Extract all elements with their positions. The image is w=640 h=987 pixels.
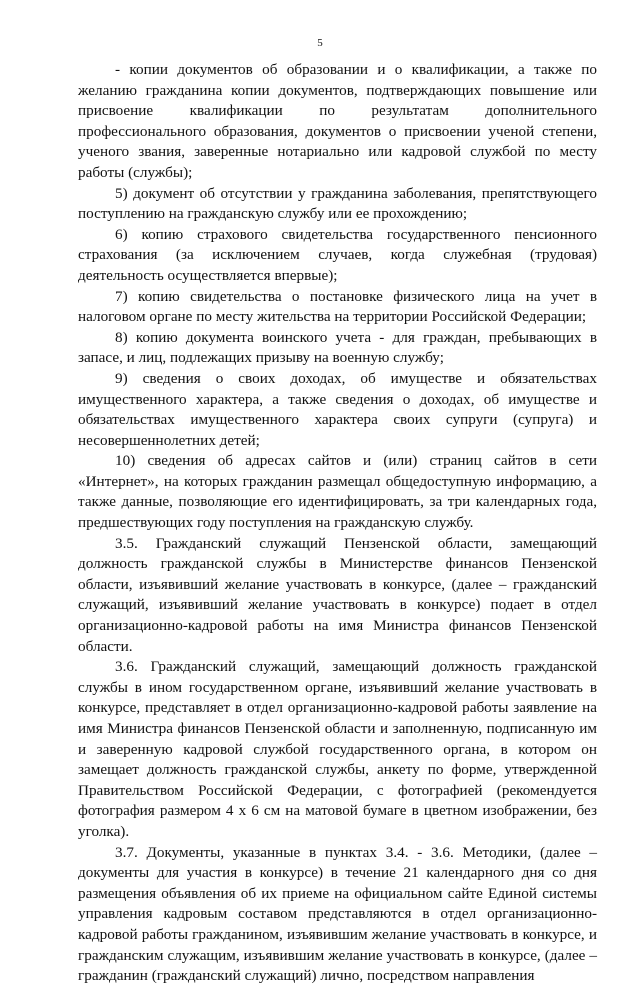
- paragraph-item-7: 7) копию свидетельства о постановке физического лица на учет в налоговом органе по месту жительства на территории Российской Федерации;: [78, 287, 597, 326]
- paragraph-item-9: 9) сведения о своих доходах, об имуществе и обязательствах имущественного характера, а также сведения о доходах, об имуществе и обязательствах имущественного характера своих супруги (супруга) и несовершеннолетних детей;: [78, 369, 597, 449]
- page-number: 5: [317, 37, 323, 49]
- paragraph-item-5: 5) документ об отсутствии у гражданина заболевания, препятствующего поступлению на гражданскую службу или ее прохождению;: [78, 184, 597, 223]
- paragraph-section-3-6: 3.6. Гражданский служащий, замещающий должность гражданской службы в ином государственном органе, изъявивший желание участвовать в конкурсе, представляет в отдел организационно-кадровой работы заявление на имя Министра финансов Пензенской области и заполненную, подписанную им и заверенную кадровой службой государственного органа, в котором он замещает должность гражданской службы, анкету по форме, утвержденной Правительством Российской Федерации, с фотографией (рекомендуется фотография размером 4 х 6 см на матовой бумаге в цветном изображении, без уголка).: [78, 658, 597, 840]
- paragraph-item-10: 10) сведения об адресах сайтов и (или) страниц сайтов в сети «Интернет», на которых гражданин размещал общедоступную информацию, а также данные, позволяющие его идентифицировать, за три календарных года, предшествующих году поступления на гражданскую службу.: [78, 452, 597, 532]
- paragraph-education-documents: - копии документов об образовании и о квалификации, а также по желанию гражданина копии документов, подтверждающих повышение или присвоение квалификации по результатам дополнительного профессионального образования, документов о присвоении ученой степени, ученого звания, заверенные нотариально или кадровой службой по месту работы (службы);: [78, 61, 597, 181]
- paragraph-section-3-7: 3.7. Документы, указанные в пунктах 3.4. - 3.6. Методики, (далее – документы для участия в конкурсе) в течение 21 календарного дня со дня размещения объявления об их приеме на официальном сайте Единой системы управления кадровым составом представляются в отдел организационно-кадровой работы гражданином, изъявившим желание участвовать в конкурсе, и гражданским служащим, изъявившим желание участвовать в конкурсе, (далее – гражданин (гражданский служащий) лично, посредством направления: [78, 843, 597, 985]
- document-body: [78, 60, 597, 987]
- paragraph-section-3-5: 3.5. Гражданский служащий Пензенской области, замещающий должность гражданской службы в Министерстве финансов Пензенской области, изъявивший желание участвовать в конкурсе, (далее – гражданский служащий, изъявивший желание участвовать в конкурсе) подает в отдел организационно-кадровой работы на имя Министра финансов Пензенской области.: [78, 534, 597, 655]
- paragraph-item-8: 8) копию документа воинского учета - для граждан, пребывающих в запасе, и лиц, подлежащих призыву на военную службу;: [78, 328, 597, 367]
- paragraph-item-6: 6) копию страхового свидетельства государственного пенсионного страхования (за исключением случаев, когда служебная (трудовая) деятельность осуществляется впервые);: [78, 225, 597, 284]
